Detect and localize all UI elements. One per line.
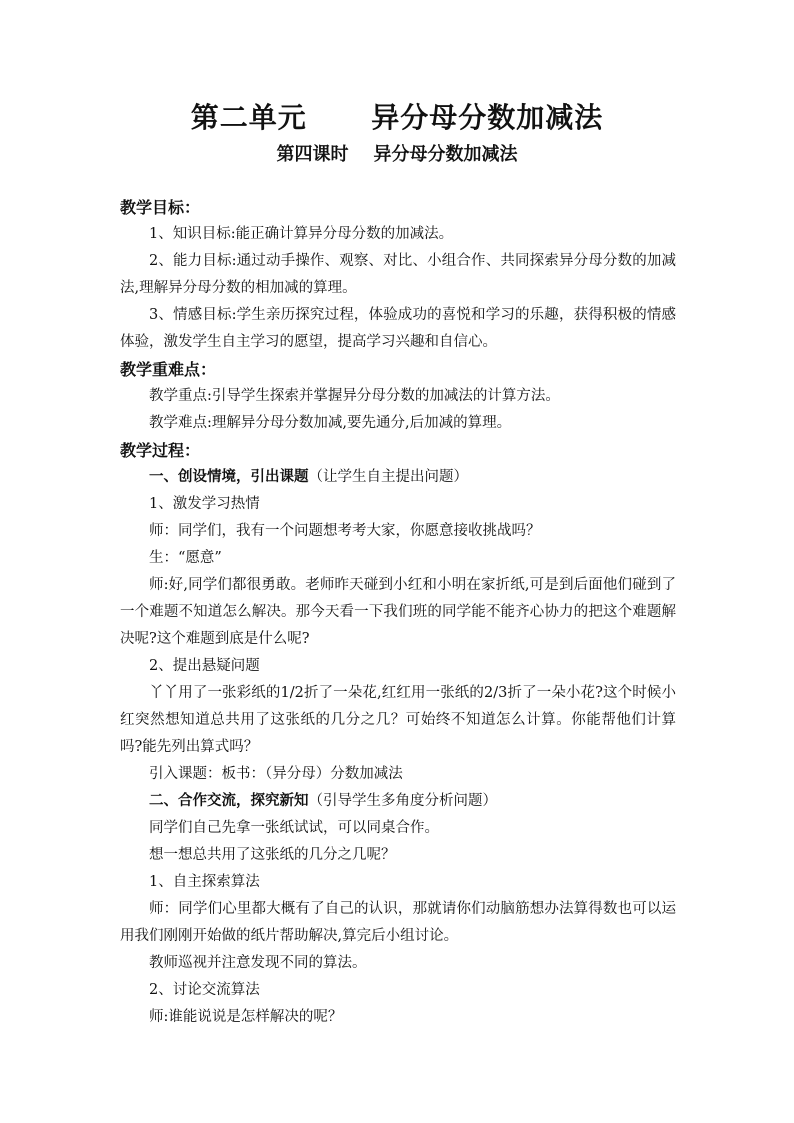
paragraph: 1、自主探索算法 (149, 874, 260, 890)
section-1-heading (120, 464, 676, 491)
objectives-heading: 教学目标： (120, 198, 201, 217)
objective-emotion: 3、情感目标:学生亲历探究过程，体验成功的喜悦和学习的乐趣，获得积极的情感体验，激发学生自主学习的愿望，提高学习兴趣和自信心。 (120, 307, 676, 350)
paragraph: 2、讨论交流算法 (149, 982, 260, 998)
paragraph: 丫丫用了一张彩纸的1/2折了一朵花,红红用一张纸的2/3折了一朵小花?这个时候小红突然想知道总共用了这张纸的几分之几？可始终不知道怎么计算。你能帮他们计算吗?能先列出算式吗？ (120, 685, 676, 755)
paragraph: 引入课题：板书：（异分母）分数加减法 (149, 766, 403, 782)
difficult-point: 教学难点:理解异分母分数加减,要先通分,后加减的算理。 (149, 415, 512, 431)
paragraph: 2、提出悬疑问题 (149, 658, 260, 674)
paragraph: 师:谁能说说是怎样解决的呢？ (149, 1009, 343, 1025)
section-2-title: 二、合作交流，探究新知 (149, 793, 309, 809)
section-1-note: （让学生自主提出问题） (308, 469, 468, 485)
paragraph: 想一想总共用了这张纸的几分之几呢？ (149, 847, 396, 863)
paragraph: 师：同学们心里都大概有了自己的认识，那就请你们动脑筋想办法算得数也可以运用我们刚刚开始做的纸片帮助解决,算完后小组讨论。 (120, 901, 676, 944)
section-2-heading (120, 788, 676, 815)
paragraph: 同学们自己先拿一张纸试试，可以同桌合作。 (149, 820, 439, 836)
section-2-note: （引导学生多角度分析问题） (308, 793, 497, 809)
key-point: 教学重点:引导学生探索并掌握异分母分数的加减法的计算方法。 (149, 388, 560, 404)
paragraph: 生：“愿意” (149, 550, 222, 566)
paragraph: 教师巡视并注意发现不同的算法。 (149, 955, 367, 971)
process-heading: 教学过程： (120, 441, 201, 460)
key-points-heading: 教学重难点： (120, 360, 217, 379)
paragraph: 师:好,同学们都很勇敢。老师昨天碰到小红和小明在家折纸,可是到后面他们碰到了一个难题不知道怎么解决。那今天看一下我们班的同学能不能齐心协力的把这个难题解决呢?这个难题到底是什么呢? (120, 577, 676, 647)
document-body (120, 194, 676, 1031)
objective-knowledge: 1、知识目标:能正确计算异分母分数的加减法。 (149, 226, 454, 242)
page-title: 第二单元 异分母分数加减法 (190, 101, 604, 134)
paragraph: 1、激发学习热情 (149, 496, 260, 512)
section-1-title: 一、创设情境，引出课题 (149, 469, 309, 485)
paragraph: 师：同学们，我有一个问题想考考大家，你愿意接收挑战吗？ (149, 523, 541, 539)
objective-ability: 2、能力目标:通过动手操作、观察、对比、小组合作、共同探索异分母分数的加减法,理解异分母分数的相加减的算理。 (120, 253, 676, 296)
lesson-subtitle: 第四课时 异分母分数加减法 (276, 144, 518, 165)
